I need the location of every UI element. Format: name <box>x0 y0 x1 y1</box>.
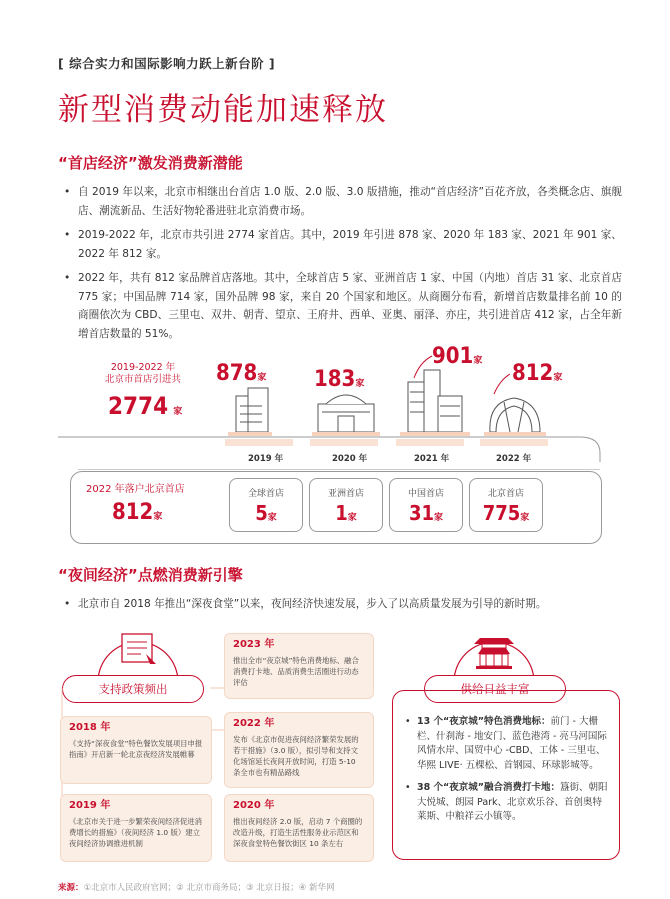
source-label: 来源： <box>58 883 84 893</box>
bullet-item: • 自 2019 年以来，北京市相继出台首店 1.0 版、2.0 版、3.0 版措施，推动“首店经济”百花齐放，各类概念店、旗舰店、潮流新品、生活好物轮番进驻北京消费市场。 <box>64 186 622 217</box>
card-global-first-store <box>229 478 303 532</box>
summary-label: 2022 年落户北京首店 <box>86 484 185 495</box>
supply-pill: 供给日益丰富 <box>424 675 566 703</box>
bullet-text: 自 2019 年以来，北京市相继出台首店 1.0 版、2.0 版、3.0 版措施，推动“首店经济”百花齐放，各类概念店、旗舰店、潮流新品、生活好物轮番进驻北京消费市场。 <box>78 186 622 217</box>
total-number: 2774 <box>108 392 169 420</box>
card-label: 全球首店 <box>247 489 284 499</box>
summary-number: 812 <box>112 500 154 525</box>
timeline-2023 <box>224 633 374 699</box>
card-value: 1 <box>335 501 348 525</box>
pavilion-icon <box>452 614 536 684</box>
bullet-item: • 北京市自 2018 年推出“深夜食堂”以来，夜间经济快速发展，步入了以高质量发展为引导的新时期。 <box>64 598 547 610</box>
timeline-2020 <box>224 794 374 862</box>
year-label: 2022 年 <box>496 454 532 464</box>
bar-value-label: 901 <box>432 344 474 369</box>
total-unit: 家 <box>173 407 183 417</box>
supply-list-box <box>392 690 620 860</box>
building-2019-icon <box>228 388 272 436</box>
timeline-year: 2022 年 <box>233 718 275 729</box>
supply-item-text: 簋街、朝阳大悦城、朗园 Park、北京欢乐谷、首创奥特莱斯、中粮祥云小镇等。 <box>417 782 608 822</box>
section-tag: [ 综合实力和国际影响力跃上新台阶 ] <box>58 56 276 71</box>
summary-value <box>112 500 162 525</box>
card-asia-first-store <box>309 478 383 532</box>
timeline-connector <box>580 437 600 462</box>
bar-unit: 家 <box>553 373 563 383</box>
bullet-text: 2019-2022 年，北京市共引进 2774 家首店。其中，2019 年引进 878 家、2020 年 183 家、2021 年 901 家、2022 年 812 家。 <box>78 229 622 260</box>
summary-unit: 家 <box>153 512 163 522</box>
card-value: 775 <box>482 501 521 525</box>
first-store-bullets <box>62 183 622 349</box>
card-label: 中国首店 <box>407 489 444 499</box>
bullet-text: 北京市自 2018 年推出“深夜食堂”以来，夜间经济快速发展，步入了以高质量发展为引导的新时期。 <box>78 598 547 610</box>
timeline-text: 推出全市“夜京城”特色消费地标、融合消费打卡地、品质消费生活圈进行动态评估 <box>233 656 359 687</box>
supply-item-lead: 13 个“夜京城”特色消费地标： <box>417 716 551 727</box>
bar-value-label: 812 <box>512 361 554 386</box>
card-unit: 家 <box>347 513 357 523</box>
decor-swoosh <box>494 374 510 394</box>
year-label: 2021 年 <box>414 454 450 464</box>
card-label: 亚洲首店 <box>327 489 364 499</box>
card-unit: 家 <box>267 513 277 523</box>
source-list: ①北京市人民政府官网；② 北京市商务局；③ 北京日报；④ 新华网 <box>83 883 335 893</box>
total-label-line2: 北京市首店引进共 <box>104 374 181 385</box>
policy-pill: 支持政策频出 <box>62 675 204 703</box>
value-2019 <box>216 361 266 386</box>
value-2020 <box>314 367 364 392</box>
supply-item-lead: 38 个“夜京城”融合消费打卡地： <box>417 782 561 793</box>
card-unit: 家 <box>434 513 444 523</box>
year-bar-2019 <box>225 439 293 446</box>
value-2021 <box>432 344 482 369</box>
supply-item: • 38 个“夜京城”融合消费打卡地：簋街、朝阳大悦城、朗园 Park、北京欢乐谷、首创奥特莱斯、中粮祥云小镇等。 <box>405 782 608 822</box>
bar-unit: 家 <box>257 373 267 383</box>
timeline-text: 《北京市关于进一步繁荣夜间经济促进消费增长的措施》（夜间经济 1.0 版）建立夜间经济协调推进机制 <box>69 817 203 848</box>
year-bar-2020 <box>310 439 378 446</box>
year-bar-2022 <box>480 439 548 446</box>
supply-item-text: 前门 - 大栅栏、什刹海 - 地安门、蓝色港湾 - 亮马河国际风情水岸、国贸中心 -CBD、工体 - 三里屯、华熙 LIVE· 五棵松、首钢园、环球影城等。 <box>417 716 607 771</box>
card-beijing-first-store <box>469 478 543 532</box>
bar-unit: 家 <box>473 356 483 366</box>
bullet-item: • 2019-2022 年，北京市共引进 2774 家首店。其中，2019 年引进 878 家、2020 年 183 家、2021 年 901 家、2022 年 812 家。 <box>64 229 622 260</box>
bullet-item: • 2022 年，共有 812 家品牌首店落地。其中，全球首店 5 家、亚洲首店 1 家、中国（内地）首店 31 家、北京首店 775 家；中国品牌 714 家，国外品牌 98 家，来自 20 个国家和地区。从商圈分布看，新增首店数量排名前 10 的商圈依次为 CBD、三里屯、双井、朝青、望京、王府井、西单、亚奥、丽泽、亦庄，共引进首店 412 家，占全年新增首店数量的 51%。 <box>64 272 622 340</box>
first-store-heading: “首店经济”激发消费新潜能 <box>58 154 243 172</box>
timeline-year: 2023 年 <box>233 639 275 650</box>
card-value: 31 <box>408 501 435 525</box>
timeline-text: 发布《北京市促进夜间经济繁荣发展的若干措施》（3.0 版），拟引导和支持文化场馆延长夜间开放时间，打造 5-10 条全市也有精品路线 <box>233 735 359 777</box>
value-2022 <box>512 361 562 386</box>
timeline-text: 《支持“深夜食堂”特色餐饮发展项目申报指南》开启新一轮北京夜经济发展帷幕 <box>69 739 203 759</box>
timeline-2022 <box>224 712 374 788</box>
timeline-year: 2019 年 <box>69 800 111 811</box>
bullet-text: 2022 年，共有 812 家品牌首店落地。其中，全球首店 5 家、亚洲首店 1 家、中国（内地）首店 31 家、北京首店 775 家；中国品牌 714 家，国外品牌 98 家，来自 20 个国家和地区。从商圈分布看，新增首店数量排名前 10 的商圈依次为 CBD、三里屯、双井、朝青、望京、王府井、西单、亚奥、丽泽、亦庄，共引进首店 412 家，占全年新增首店数量的 51%。 <box>78 272 622 340</box>
bar-value-label: 183 <box>314 367 356 392</box>
building-2020-icon <box>312 395 380 436</box>
year-label: 2020 年 <box>332 454 368 464</box>
card-china-first-store <box>389 478 463 532</box>
year-label: 2019 年 <box>248 454 284 464</box>
timeline-text: 推出夜间经济 2.0 版，启动 7 个商圈的改造升级，打造生活性服务业示范区和深夜食堂特色餐饮街区 10 条左右 <box>233 817 363 848</box>
timeline-2019 <box>60 794 212 862</box>
total-label-line1: 2019-2022 年 <box>110 362 176 373</box>
timeline-2018 <box>60 716 212 784</box>
building-2021-icon <box>400 370 470 436</box>
first-store-chart <box>0 340 670 470</box>
source-footer <box>58 881 335 893</box>
supply-item: • 13 个“夜京城”特色消费地标：前门 - 大栅栏、什刹海 - 地安门、蓝色港湾 - 亮马河国际风情水岸、国贸中心 -CBD、工体 - 三里屯、华熙 LIVE· 五棵松、首钢园、环球影城等。 <box>405 716 607 771</box>
card-unit: 家 <box>520 513 530 523</box>
card-label: 北京首店 <box>487 489 524 499</box>
timeline-year: 2018 年 <box>69 722 111 733</box>
bar-value-label: 878 <box>216 361 258 386</box>
year-bar-2021 <box>396 439 464 446</box>
card-value: 5 <box>255 501 268 525</box>
timeline-year: 2020 年 <box>233 800 275 811</box>
page-title: 新型消费动能加速释放 <box>58 92 388 128</box>
bar-unit: 家 <box>355 379 365 389</box>
building-2022-icon <box>484 398 546 436</box>
night-economy-heading: “夜间经济”点燃消费新引擎 <box>58 566 243 584</box>
